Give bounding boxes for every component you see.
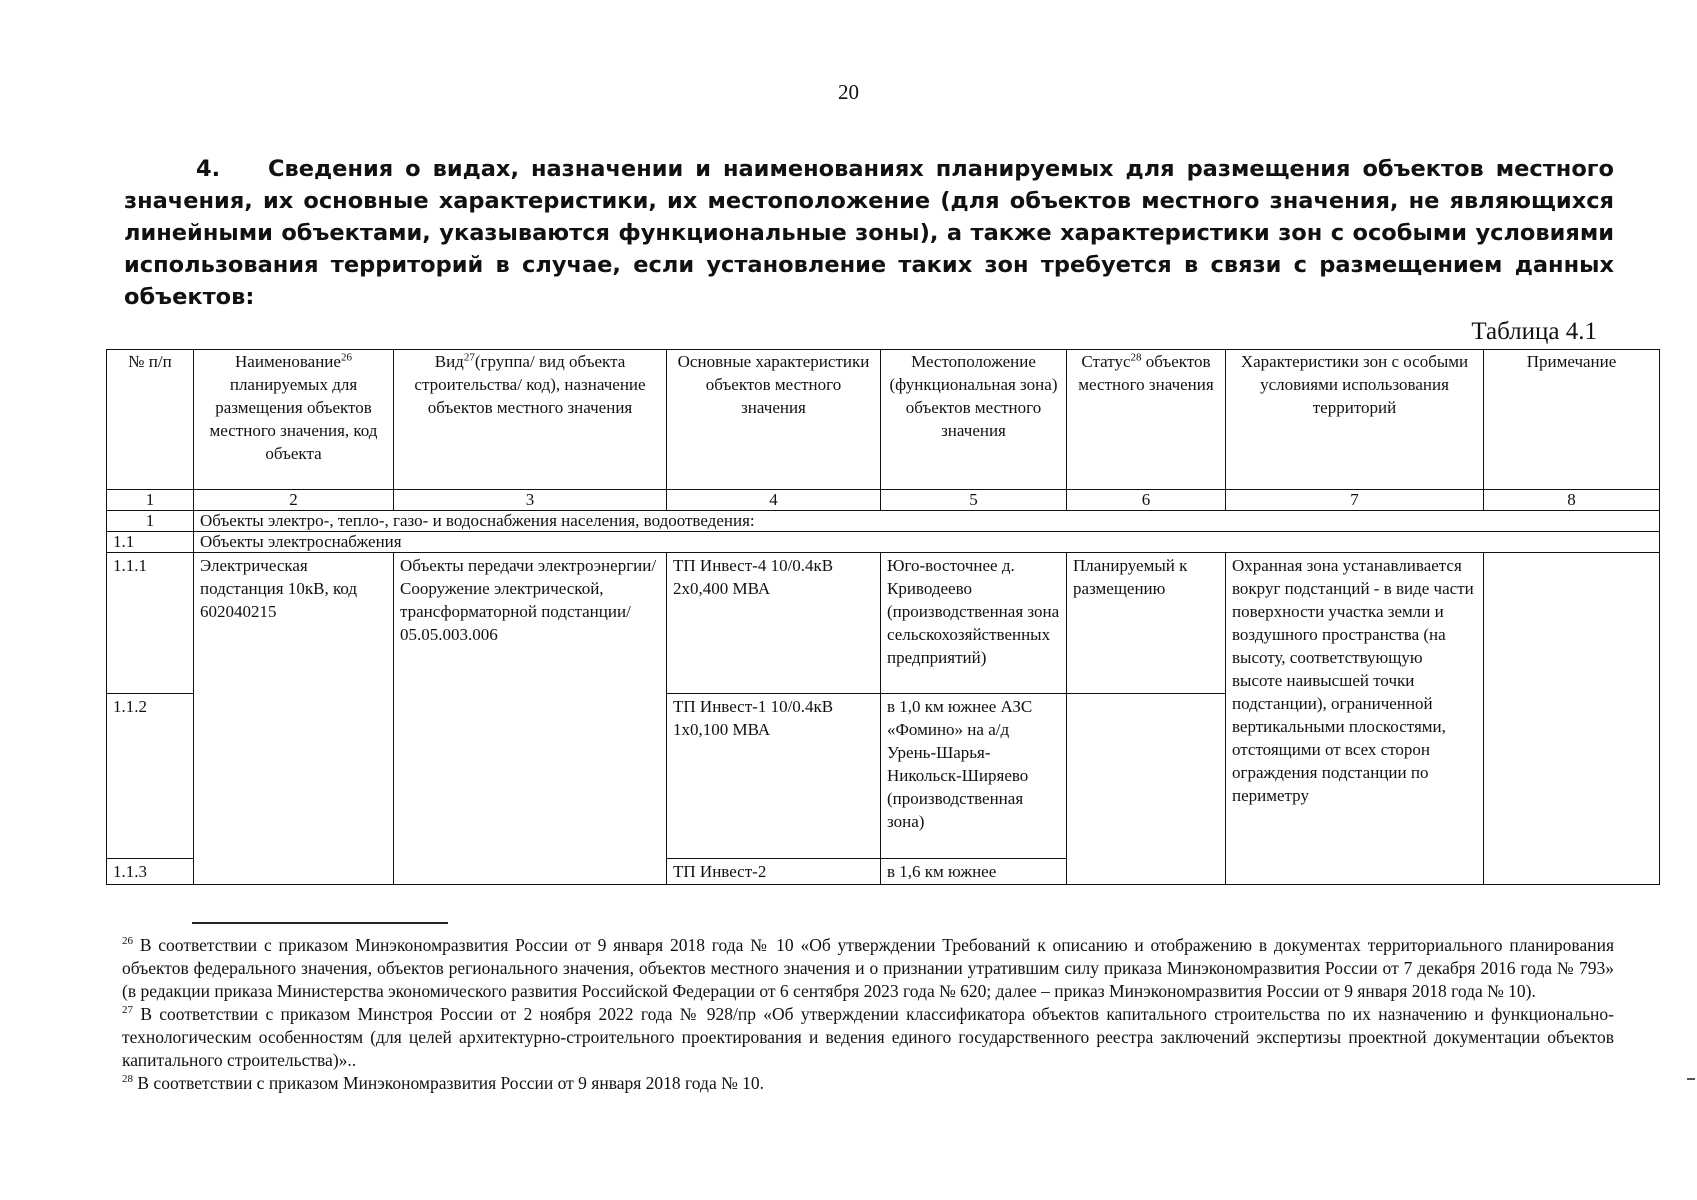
section-row	[107, 511, 1660, 532]
footnote-text: В соответствии с приказом Минэкономразвития России от 9 января 2018 года № 10 «Об утверждении Требований к описанию и отображению в документах территориального планирования объектов федерального значения, объектов регионального значения, объектов местного значения и о признании утратившим силу приказа Минэкономразвития России от 7 декабря 2016 года № 793» (в редакции приказа Министерства экономического развития Российской Федерации от 6 сентября 2023 года № 620; далее – приказ Минэкономразвития России от 9 января 2018 года № 10).	[122, 935, 1615, 1001]
section-number-cell: 1	[107, 511, 194, 532]
column-number: 1	[107, 490, 194, 511]
row-number-cell: 1.1.3	[107, 859, 194, 885]
subsection-number-cell: 1.1	[107, 532, 194, 553]
characteristics-cell: ТП Инвест-4 10/0.4кВ 2х0,400 МВА	[667, 553, 881, 694]
footnote-mark: 28	[122, 1073, 133, 1086]
row-number-cell: 1.1.1	[107, 553, 194, 694]
column-number: 8	[1484, 490, 1660, 511]
object-name-cell: Электрическая подстанция 10кВ, код 602040215	[194, 553, 394, 885]
footnote-text: В соответствии с приказом Минстроя России от 2 ноября 2022 года № 928/пр «Об утверждении классификатора объектов капитального строительства по их назначению и функционально-технологическим особенностям (для целей архитектурно-строительного проектирования и ведения единого государственного реестра заключений экспертизы проектной документации объектов капитального строительства)»..	[122, 1004, 1614, 1070]
column-number: 5	[881, 490, 1067, 511]
footnote-text: В соответствии с приказом Минэкономразвития России от 9 января 2018 года № 10.	[137, 1073, 765, 1093]
status-cell-empty	[1067, 694, 1226, 885]
section-heading	[124, 153, 1614, 313]
subsection-row	[107, 532, 1660, 553]
location-cell: в 1,0 км южнее АЗС «Фомино» на а/д Урень-Шарья-Никольск-Ширяево (производственная зона)	[881, 694, 1067, 859]
section-heading-text: Сведения о видах, назначении и наименованиях планируемых для размещения объектов местного значения, их основные характеристики, их местоположение (для объектов местного значения, не являющихся линейными объектами, указываются функциональные зоны), а также характеристики зон с особыми условиями использования территорий в случае, если установление таких зон требуется в связи с размещением данных объектов:	[124, 156, 1614, 310]
note-cell	[1484, 553, 1660, 885]
column-number: 3	[394, 490, 667, 511]
header-cell-number: № п/п	[107, 350, 194, 490]
header-cell-name: Наименование$^{26}$ планируемых для размещения объектов местного значения, код объекта	[194, 350, 394, 490]
table-row	[107, 553, 1660, 694]
footnote-mark: 27	[122, 1004, 133, 1017]
footnote	[122, 1003, 1614, 1072]
footnote-divider	[192, 922, 448, 924]
header-cell-characteristics: Основные характеристики объектов местного значения	[667, 350, 881, 490]
page-number: 20	[838, 80, 859, 104]
zone-characteristics-cell: Охранная зона устанавливается вокруг подстанций - в виде части поверхности участка земли и воздушного пространства (на высоту, соответствующую высоте наивысшей точки подстанции), ограниченной вертикальными плоскостями, отстоящими от всех сторон ограждения подстанции по периметру	[1226, 553, 1484, 885]
header-cell-status: Статус$^{28}$ объектов местного значения	[1067, 350, 1226, 490]
section-number: 4.	[196, 156, 221, 182]
location-cell: Юго-восточнее д. Криводеево (производственная зона сельскохозяйственных предприятий)	[881, 553, 1067, 694]
object-type-cell: Объекты передачи электроэнергии/ Сооружение электрической, трансформаторной подстанции/ 05.05.003.006	[394, 553, 667, 885]
status-cell: Планируемый к размещению	[1067, 553, 1226, 694]
location-cell: в 1,6 км южнее	[881, 859, 1067, 885]
footnotes	[122, 934, 1614, 1095]
column-number-row	[107, 490, 1660, 511]
column-number: 2	[194, 490, 394, 511]
header-cell-zones: Характеристики зон с особыми условиями использования территорий	[1226, 350, 1484, 490]
header-cell-location: Местоположение (функциональная зона) объектов местного значения	[881, 350, 1067, 490]
header-cell-note: Примечание	[1484, 350, 1660, 490]
row-number-cell: 1.1.2	[107, 694, 194, 859]
column-number: 7	[1226, 490, 1484, 511]
characteristics-cell: ТП Инвест-1 10/0.4кВ 1х0,100 МВА	[667, 694, 881, 859]
characteristics-cell: ТП Инвест-2	[667, 859, 881, 885]
footnote	[122, 934, 1614, 1003]
objects-table	[106, 349, 1660, 885]
header-cell-type: Вид$^{27}$(группа/ вид объекта строительства/ код), назначение объектов местного значения	[394, 350, 667, 490]
column-number: 4	[667, 490, 881, 511]
section-title-cell: Объекты электро-, тепло-, газо- и водоснабжения населения, водоотведения:	[194, 511, 1660, 532]
footnote-mark: 26	[122, 935, 133, 948]
table-header-row	[107, 350, 1660, 490]
subsection-title-cell: Объекты электроснабжения	[194, 532, 1660, 553]
table-caption: Таблица 4.1	[1471, 318, 1597, 345]
scan-artifact	[1687, 1078, 1695, 1080]
footnote	[122, 1072, 1614, 1095]
column-number: 6	[1067, 490, 1226, 511]
